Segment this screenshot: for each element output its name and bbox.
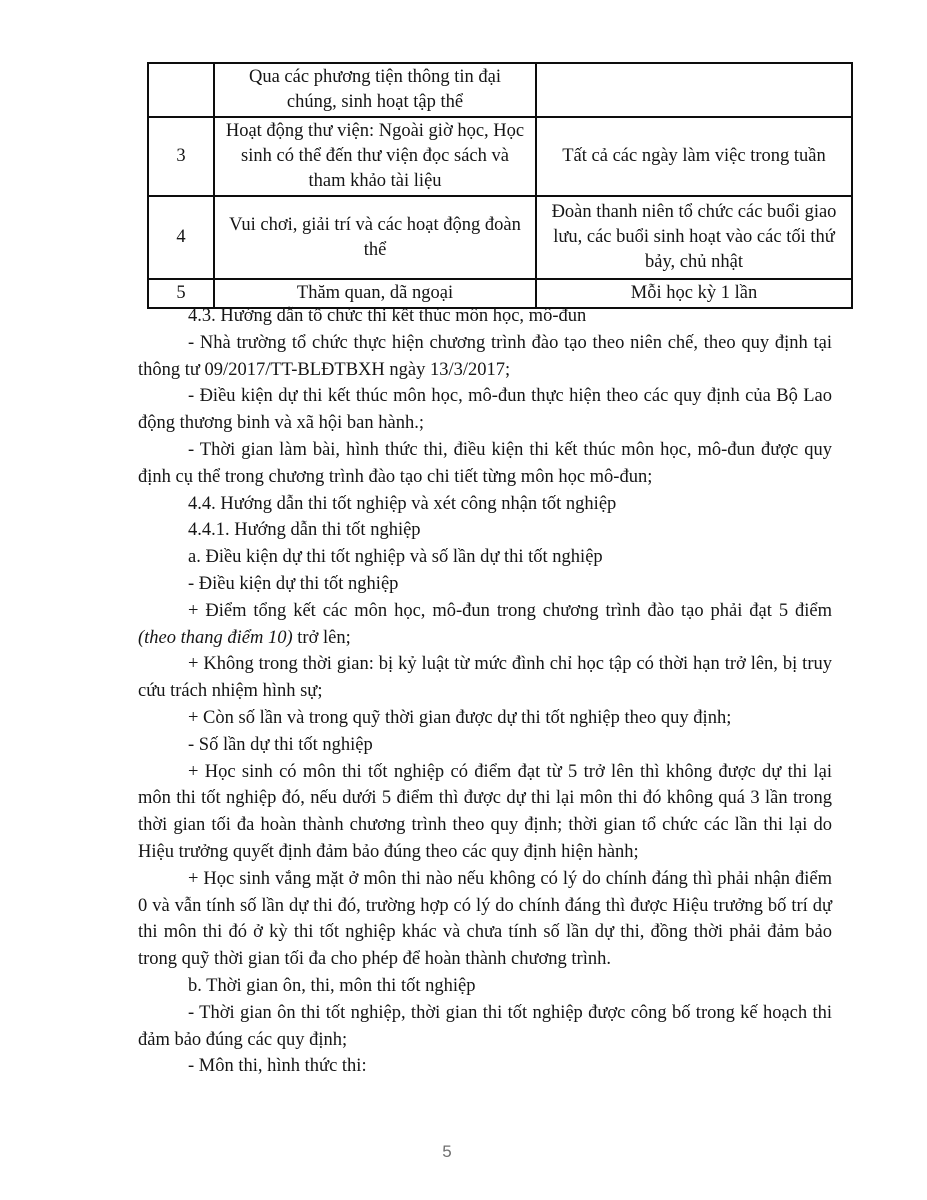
paragraph: + Còn số lần và trong quỹ thời gian được dự thi tốt nghiệp theo quy định;: [188, 707, 732, 728]
paragraph: - Nhà trường tổ chức thực hiện chương trình đào tạo theo niên chế, theo quy định tại thông tư 09/2017/TT-BLĐTBXH ngày 13/3/2017;: [138, 332, 832, 380]
table-cell-number: [148, 63, 214, 117]
paragraph: - Thời gian ôn thi tốt nghiệp, thời gian thi tốt nghiệp được công bố trong kế hoạch thi đảm bảo đúng các quy định;: [138, 1002, 832, 1050]
paragraph-with-italic: [138, 598, 832, 652]
paragraph: - Môn thi, hình thức thi:: [188, 1056, 367, 1077]
section-heading-4-4: 4.4. Hướng dẫn thi tốt nghiệp và xét công nhận tốt nghiệp: [188, 493, 617, 514]
paragraph: - Thời gian làm bài, hình thức thi, điều kiện thi kết thúc môn học, mô-đun được quy định cụ thể trong chương trình đào tạo chi tiết từng môn học mô-đun;: [138, 439, 832, 487]
table-cell-activity: Thăm quan, dã ngoại: [214, 279, 536, 308]
table-cell-number: 3: [148, 117, 214, 196]
table-row: [148, 117, 852, 196]
page-number: 5: [442, 1142, 452, 1161]
paragraph: - Điều kiện dự thi tốt nghiệp: [188, 573, 399, 594]
paragraph-text: trở lên;: [292, 627, 351, 648]
table-cell-number: 4: [148, 196, 214, 279]
table-cell-time: Mỗi học kỳ 1 lần: [536, 279, 852, 308]
paragraph: + Học sinh có môn thi tốt nghiệp có điểm đạt từ 5 trở lên thì không được dự thi lại môn thi tốt nghiệp đó, nếu dưới 5 điểm thì được dự thi lại môn thi đó không quá 3 lần trong thời gian tối đa hoàn thành chương trình theo quy định; thời gian tổ chức các lần thi lại do Hiệu trưởng quyết định đảm bảo đúng theo các quy định hiện hành;: [138, 761, 832, 862]
table-cell-activity: Vui chơi, giải trí và các hoạt động đoàn thể: [214, 196, 536, 279]
subsection-heading-a: a. Điều kiện dự thi tốt nghiệp và số lần dự thi tốt nghiệp: [188, 547, 603, 568]
table-cell-activity: Qua các phương tiện thông tin đại chúng, sinh hoạt tập thể: [214, 63, 536, 117]
table-cell-time: [536, 63, 852, 117]
document-body: [138, 303, 832, 1080]
section-heading-4-3: 4.3. Hướng dẫn tổ chức thi kết thúc môn học, mô-đun: [188, 306, 587, 326]
activities-table: [147, 62, 853, 309]
section-heading-4-4-1: 4.4.1. Hướng dẫn thi tốt nghiệp: [188, 520, 421, 541]
table-row: [148, 63, 852, 117]
table-cell-number: 5: [148, 279, 214, 308]
italic-note: (theo thang điểm 10): [138, 627, 293, 648]
paragraph: + Học sinh vắng mặt ở môn thi nào nếu không có lý do chính đáng thì phải nhận điểm 0 và vẫn tính số lần dự thi đó, trường hợp có lý do chính đáng thì được Hiệu trưởng bố trí dự thi môn thi đó ở kỳ thi tốt nghiệp khác và chưa tính số lần dự thi, đồng thời phải đảm bảo trong quỹ thời gian tối đa cho phép để hoàn thành chương trình.: [138, 868, 832, 970]
table-cell-time: Tất cả các ngày làm việc trong tuần: [536, 117, 852, 196]
table-row: [148, 196, 852, 279]
paragraph: - Số lần dự thi tốt nghiệp: [188, 734, 373, 755]
paragraph-text: + Điểm tổng kết các môn học, mô-đun trong chương trình đào tạo phải đạt 5 điểm: [188, 600, 832, 621]
table-cell-time: Đoàn thanh niên tổ chức các buổi giao lưu, các buổi sinh hoạt vào các tối thứ bảy, chủ nhật: [536, 196, 852, 279]
paragraph: - Điều kiện dự thi kết thúc môn học, mô-đun thực hiện theo các quy định của Bộ Lao động thương binh và xã hội ban hành.;: [138, 386, 832, 434]
table-cell-activity: Hoạt động thư viện: Ngoài giờ học, Học sinh có thể đến thư viện đọc sách và tham khảo tài liệu: [214, 117, 536, 196]
paragraph: + Không trong thời gian: bị kỷ luật từ mức đình chỉ học tập có thời hạn trở lên, bị truy cứu trách nhiệm hình sự;: [138, 654, 832, 702]
subsection-heading-b: b. Thời gian ôn, thi, môn thi tốt nghiệp: [188, 975, 476, 996]
